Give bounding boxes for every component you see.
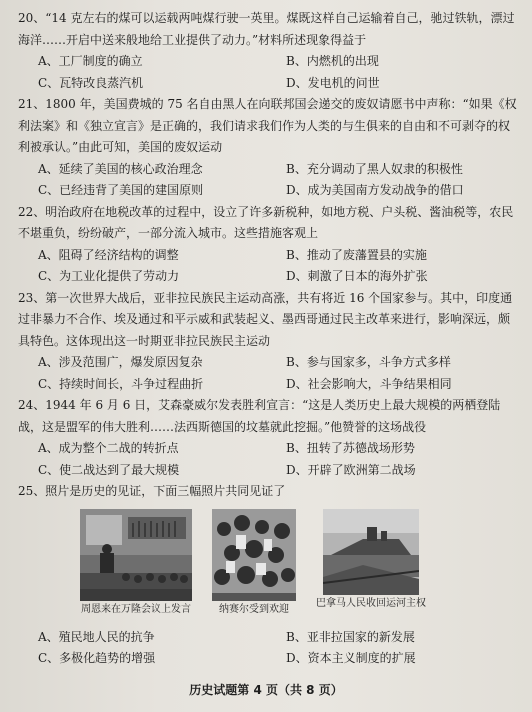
question-stem: 24、1944 年 6 月 6 日，艾森豪威尔发表胜利宣言：“这是人类历史上最大规模的两栖登陆战，这是盟军的伟大胜利……法西斯德国的坟墓就此挖掘。”他赞誉的这场战役 (18, 398, 501, 434)
question-22 (18, 202, 518, 288)
option-d: D、社会影响大，斗争结果相同 (286, 376, 452, 391)
question-25 (18, 481, 518, 670)
question-stem: 22、明治政府在地税改革的过程中，设立了许多新税种，如地方税、户头税、酱油税等，农民不堪重负，纷纷破产，一部分流入城市。这些措施客观上 (18, 204, 514, 240)
photo-nasser (212, 509, 296, 617)
question-23 (18, 288, 518, 396)
option-c: C、使二战达到了最大规模 (38, 462, 180, 477)
question-24 (18, 395, 518, 481)
option-grid (18, 245, 518, 288)
option-a: A、阻碍了经济结构的调整 (38, 247, 179, 262)
option-b: B、内燃机的出现 (286, 54, 379, 68)
question-stem: 25、照片是历史的见证，下面三幅照片共同见证了 (18, 484, 286, 498)
option-c: C、多极化趋势的增强 (38, 651, 156, 665)
option-c: C、已经违背了美国的建国原则 (38, 183, 204, 197)
photo-panama (316, 509, 426, 611)
option-grid (18, 438, 518, 481)
option-b: B、参与国家多，斗争方式多样 (286, 355, 451, 369)
option-c: C、为工业化提供了劳动力 (38, 269, 180, 283)
option-b: B、扭转了苏德战场形势 (286, 441, 415, 455)
option-b: B、推动了废藩置县的实施 (286, 247, 427, 262)
option-c: C、持续时间长，斗争过程曲折 (38, 376, 204, 391)
photo-row (18, 509, 518, 627)
question-stem: 20、“14 克左右的煤可以运载两吨煤行驶一英里。煤既这样自己运输着自己，驰过铁轨，漂过海洋……开启中送来般地给工业提供了动力。”材料所述现象得益于 (18, 11, 515, 47)
option-grid (18, 51, 518, 94)
option-d: D、发电机的问世 (286, 75, 380, 90)
option-a: A、延续了美国的核心政治理念 (38, 161, 203, 176)
question-stem: 21、1800 年，美国费城的 75 名自由黑人在向联邦国会递交的废奴请愿书中声称：“如果《权利法案》和《独立宣言》是正确的，我们请求我们作为人类的与生俱来的自由和不可剥夺的权利被承认。”由此可知，美国的废奴运动 (18, 97, 517, 154)
option-d: D、开辟了欧洲第二战场 (286, 462, 416, 477)
option-b: B、亚非拉国家的新发展 (286, 629, 415, 644)
option-grid (18, 352, 518, 395)
option-d: D、成为美国南方发动战争的借口 (286, 183, 464, 197)
question-21 (18, 94, 518, 202)
option-grid (18, 159, 518, 202)
option-d: D、刺激了日本的海外扩张 (286, 269, 428, 283)
option-a: A、殖民地人民的抗争 (38, 629, 155, 644)
option-grid (18, 627, 518, 670)
photo-caption: 周恩来在万隆会议上发言 (81, 603, 191, 615)
option-a: A、工厂制度的确立 (38, 54, 143, 68)
question-stem: 23、第一次世界大战后，亚非拉民族民主运动高涨，共有将近 16 个国家参与。其中，印度通过非暴力不合作、埃及通过和平示威和武装起义、墨西哥通过民主改革来进行，影响深远，颇具特色。这体现出这一时期亚非拉民族民主运动 (18, 290, 513, 348)
option-c: C、瓦特改良蒸汽机 (38, 75, 144, 90)
option-a: A、涉及范围广，爆发原因复杂 (38, 355, 203, 369)
option-b: B、充分调动了黑人奴隶的积极性 (286, 161, 463, 176)
photo-caption: 巴拿马人民收回运河主权 (316, 597, 426, 609)
option-a: A、成为整个二战的转折点 (38, 441, 179, 455)
panama-canal-photo (323, 509, 419, 595)
photo-bandung (80, 509, 192, 617)
page-footer: 历史试题第 4 页（共 8 页） (189, 683, 343, 697)
bandung-conference-photo (80, 509, 192, 601)
nasser-crowd-photo (212, 509, 296, 601)
option-d: D、资本主义制度的扩展 (286, 651, 416, 665)
question-20 (18, 8, 518, 94)
photo-caption: 纳赛尔受到欢迎 (219, 603, 289, 615)
